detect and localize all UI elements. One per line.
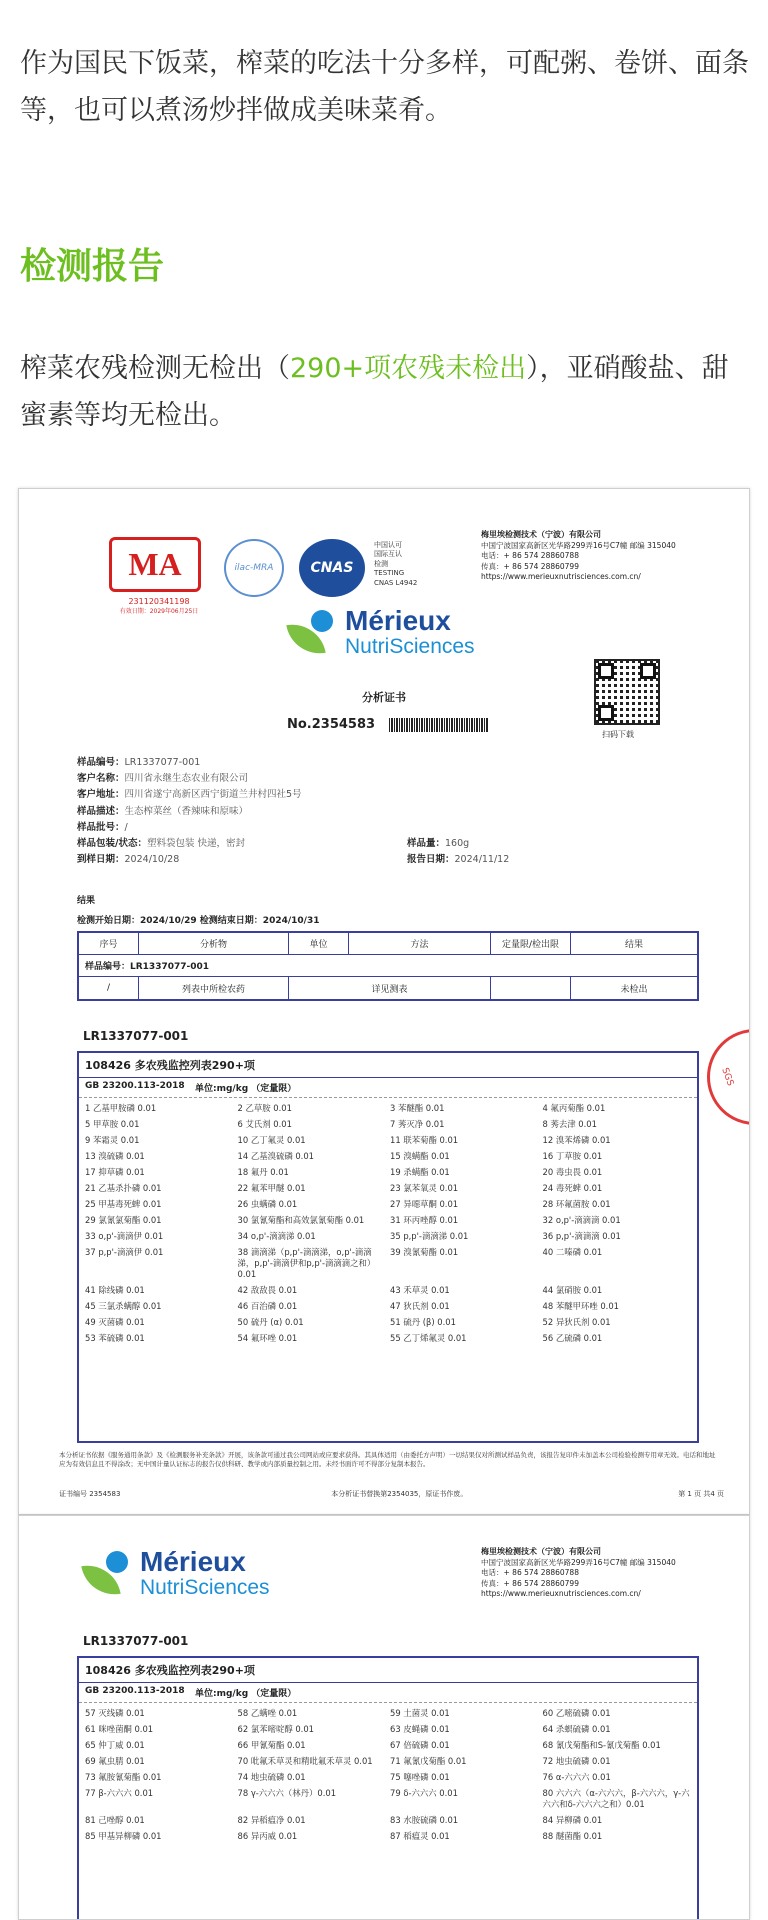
pesticide-item: 81 己唑醇 0.01 — [85, 1814, 145, 1825]
info-label: 样品描述： — [77, 805, 125, 817]
cma-valid-text: 有效日期：2029年06月25日 — [119, 608, 199, 615]
table-header: 方法 — [349, 933, 491, 954]
merieux-logo — [289, 607, 475, 658]
pesticide-item: 78 γ-六六六（林丹）0.01 — [237, 1787, 337, 1798]
info-right — [407, 836, 469, 852]
info-label: 客户名称： — [77, 773, 125, 785]
pesticide-item: 84 异柳磷 0.01 — [542, 1814, 603, 1825]
lab-name: 梅里埃检测技术（宁波）有限公司 — [481, 1547, 601, 1556]
pesticide-item: 55 乙丁烯氟灵 0.01 — [390, 1332, 467, 1343]
info-label: 样品编号： — [77, 757, 125, 768]
qr-label: 扫码下载 — [602, 730, 634, 739]
pesticide-item: 86 异丙威 0.01 — [237, 1830, 298, 1841]
cnas-line: TESTING — [374, 569, 405, 578]
table-cell: 详见测表 — [289, 977, 491, 999]
sample-info — [77, 755, 717, 868]
pesticide-item: 59 土菌灵 0.01 — [390, 1707, 450, 1718]
list-title: 108426 多农残监控列表290+项 — [79, 1658, 697, 1683]
pesticide-item: 76 α-六六六 0.01 — [542, 1771, 611, 1782]
pesticide-item: 40 二嗪磷 0.01 — [542, 1246, 603, 1257]
pesticide-item: 8 莠去津 0.01 — [542, 1118, 597, 1129]
pesticide-item: 50 硫丹 (α) 0.01 — [237, 1316, 304, 1327]
table-header-row — [79, 933, 697, 955]
info-value: / — [124, 821, 128, 833]
brand-name: Mérieux — [345, 605, 451, 636]
pesticide-item: 35 p,p'-滴滴涕 0.01 — [390, 1230, 469, 1241]
cnas-line: CNAS L4942 — [374, 578, 418, 587]
pesticide-item: 61 咪唑菌酮 0.01 — [85, 1723, 154, 1734]
lab-address-block — [481, 1546, 731, 1600]
pesticide-item: 47 狄氏剂 0.01 — [390, 1300, 450, 1311]
pesticide-item: 10 乙丁氟灵 0.01 — [237, 1134, 306, 1145]
pesticide-item: 39 溴氰菊酯 0.01 — [390, 1246, 459, 1257]
table-header: 分析物 — [139, 933, 289, 954]
pesticide-item: 48 苯醚甲环唑 0.01 — [542, 1300, 620, 1311]
lab-address: 中国宁波国家高新区光华路299弄16号C7幢 邮编 315040 — [481, 1557, 676, 1567]
result-paragraph — [20, 345, 750, 440]
pesticide-item: 27 异噁草酮 0.01 — [390, 1198, 459, 1209]
list-title: 108426 多农残监控列表290+项 — [79, 1053, 697, 1078]
section-title: 检测报告 — [20, 246, 165, 287]
lab-tel: 电话：+ 86 574 28860788 — [481, 551, 579, 560]
brand-sub: NutriSciences — [140, 1576, 270, 1599]
pesticide-item: 34 o,p'-滴滴涕 0.01 — [237, 1230, 316, 1241]
pesticide-item: 7 莠灭净 0.01 — [390, 1118, 445, 1129]
brand-name: Mérieux — [140, 1546, 246, 1577]
merieux-logo — [84, 1548, 270, 1599]
pesticide-item: 26 虫螨磷 0.01 — [237, 1198, 298, 1209]
lab-url: https://www.merieuxnutrisciences.com.cn/ — [481, 1589, 641, 1598]
unit: 单位:mg/kg （定量限） — [195, 1689, 297, 1699]
certificate-number: No.2354583 — [287, 717, 376, 732]
pesticide-item: 9 苯霜灵 0.01 — [85, 1134, 140, 1145]
result-heading: 结果 — [77, 896, 96, 906]
pesticide-item: 46 百治磷 0.01 — [237, 1300, 298, 1311]
info-row — [77, 820, 717, 836]
table-cell: 列表中所检农药 — [139, 977, 289, 999]
pesticide-item: 18 氟丹 0.01 — [237, 1166, 289, 1177]
lab-address: 中国宁波国家高新区光华路299弄16号C7幢 邮编 315040 — [481, 540, 676, 550]
pesticide-item: 3 苯醚酯 0.01 — [390, 1102, 445, 1113]
footer-page: 第 1 页 共4 页 — [678, 1490, 724, 1498]
intro-paragraph: 作为国民下饭菜，榨菜的吃法十分多样，可配粥、卷饼、面条等，也可以煮汤炒拌做成美味菜肴。 — [20, 48, 749, 127]
pesticide-item: 23 氯苯氧灵 0.01 — [390, 1182, 459, 1193]
pesticide-item: 54 氟环唑 0.01 — [237, 1332, 298, 1343]
pesticide-grid — [79, 1703, 697, 1846]
list-subheader — [79, 1078, 697, 1098]
accreditation-logos — [109, 529, 429, 615]
pesticide-item: 45 三氯杀螨醇 0.01 — [85, 1300, 162, 1311]
pesticide-item: 62 氯苯嘧啶醇 0.01 — [237, 1723, 315, 1734]
standard: GB 23200.113-2018 — [85, 1686, 185, 1696]
pesticide-item: 20 毒虫畏 0.01 — [542, 1166, 603, 1177]
pesticide-item: 2 乙草胺 0.01 — [237, 1102, 292, 1113]
certificate-title: 分析证书 — [362, 691, 406, 704]
pesticide-item: 25 甲基毒死蜱 0.01 — [85, 1198, 162, 1209]
info-row — [77, 771, 717, 787]
unit: 单位:mg/kg （定量限） — [195, 1084, 297, 1094]
lab-name: 梅里埃检测技术（宁波）有限公司 — [481, 530, 601, 539]
pesticide-item: 67 倍硫磷 0.01 — [390, 1739, 450, 1750]
report-page-2 — [18, 1515, 750, 1920]
test-dates: 检测开始日期：2024/10/29 检测结束日期：2024/10/31 — [77, 916, 320, 926]
footnote: 本分析证书依据《服务通用条款》及《检测服务补充条款》开展，该条款可通过我公司网站或应要求获得。其具体适用（由委托方声明）一切结果仅对所测试样品负责，该报告复印件未加盖本公司检验检测专用章无效。电话和地址应为有效信息且不得涂改；无中国计量认证标志的报告仅供科研、教学或内部质量控制之用。未经书面许可不得部分复制本报告。 — [59, 1451, 716, 1468]
pesticide-item: 41 除线磷 0.01 — [85, 1284, 145, 1295]
footer-note: 本分析证书替换第2354035，原证书作废。 — [331, 1490, 468, 1498]
standard: GB 23200.113-2018 — [85, 1081, 185, 1091]
info-label: 样品批号： — [77, 821, 125, 833]
pesticide-item: 80 六六六（α-六六六，β-六六六，γ-六六六和δ-六六六之和）0.01 — [542, 1787, 690, 1809]
table-cell: / — [79, 977, 139, 999]
stamp-text: SGS — [719, 1066, 736, 1088]
pesticide-item: 70 吡氟禾草灵和精吡氟禾草灵 0.01 — [237, 1755, 373, 1766]
info-value: 生态榨菜丝（香辣味和原味） — [124, 805, 249, 817]
pesticide-item: 52 异狄氏剂 0.01 — [542, 1316, 611, 1327]
pesticide-item: 4 氟丙菊酯 0.01 — [542, 1102, 606, 1113]
pesticide-item: 33 o,p'-滴滴伊 0.01 — [85, 1230, 164, 1241]
pesticide-item: 38 滴滴涕（p,p'-滴滴涕，o,p'-滴滴涕，p,p'-滴滴伊和p,p'-滴滴滴之和）0.01 — [237, 1246, 376, 1279]
table-header: 单位 — [289, 933, 349, 954]
pesticide-item: 51 硫丹 (β) 0.01 — [390, 1316, 456, 1327]
pesticide-item: 49 灭菌磷 0.01 — [85, 1316, 145, 1327]
cnas-line: 检测 — [374, 559, 388, 568]
lab-tel: 电话：+ 86 574 28860788 — [481, 1568, 579, 1577]
pesticide-item: 64 杀螟硫磷 0.01 — [542, 1723, 611, 1734]
info-row — [77, 836, 717, 852]
barcode-icon — [389, 718, 489, 732]
pesticide-item: 36 p,p'-滴滴滴 0.01 — [542, 1230, 621, 1241]
table-header: 序号 — [79, 933, 139, 954]
official-stamp — [707, 1029, 750, 1125]
pesticide-list-1 — [77, 1051, 699, 1443]
pesticide-item: 31 环丙唑醇 0.01 — [390, 1214, 459, 1225]
brand-sub: NutriSciences — [345, 635, 475, 658]
lab-fax: 传真：+ 86 574 28860799 — [481, 1578, 579, 1588]
pesticide-item: 42 敌敌畏 0.01 — [237, 1284, 298, 1295]
pesticide-item: 57 灭线磷 0.01 — [85, 1707, 145, 1718]
table-row — [79, 955, 697, 977]
pesticide-list-2 — [77, 1656, 699, 1920]
info-value: 四川省遂宁高新区西宁街道兰井村四社5号 — [124, 789, 302, 801]
lab-url: https://www.merieuxnutrisciences.com.cn/ — [481, 572, 641, 581]
table-sample-id: 样品编号：LR1337077-001 — [85, 962, 210, 972]
cnas-line: 国际互认 — [374, 550, 402, 559]
lab-fax: 传真：+ 86 574 28860799 — [481, 561, 579, 571]
pesticide-item: 53 苯硫磷 0.01 — [85, 1332, 145, 1343]
table-header: 定量限/检出限 — [491, 933, 571, 954]
pesticide-item: 71 氟氰戊菊酯 0.01 — [390, 1755, 467, 1766]
list-sample-id: LR1337077-001 — [83, 1634, 189, 1648]
lab-address-block — [481, 529, 731, 583]
table-cell — [491, 977, 571, 999]
result-highlight: 290+项农残未检出 — [290, 353, 527, 384]
table-cell: 未检出 — [620, 984, 648, 995]
pesticide-item: 43 禾草灵 0.01 — [390, 1284, 450, 1295]
report-page-1 — [18, 488, 750, 1515]
pesticide-item: 44 氯硝胺 0.01 — [542, 1284, 603, 1295]
pesticide-item: 82 异稻瘟净 0.01 — [237, 1814, 306, 1825]
merieux-leaf-icon — [289, 608, 339, 658]
pesticide-item: 19 杀螨酯 0.01 — [390, 1166, 450, 1177]
pesticide-item: 17 抑草磷 0.01 — [85, 1166, 145, 1177]
pesticide-item: 73 氟胺氰菊酯 0.01 — [85, 1771, 162, 1782]
pesticide-item: 60 乙嘧硫磷 0.01 — [542, 1707, 611, 1718]
pesticide-item: 83 水胺硫磷 0.01 — [390, 1814, 459, 1825]
info-value: LR1337077-001 — [124, 757, 201, 768]
pesticide-item: 24 毒死蜱 0.01 — [542, 1182, 603, 1193]
cnas-logo: CNAS — [299, 539, 365, 597]
cnas-caption — [374, 541, 417, 588]
info-label: 报告日期： — [407, 854, 455, 866]
info-value: 四川省永继生态农业有限公司 — [124, 773, 249, 785]
pesticide-item: 11 联苯菊酯 0.01 — [390, 1134, 459, 1145]
info-value: 2024/10/28 — [124, 854, 180, 866]
pesticide-item: 21 乙基杀扑磷 0.01 — [85, 1182, 162, 1193]
pesticide-item: 65 仲丁威 0.01 — [85, 1739, 145, 1750]
info-label: 样品包装/状态： — [77, 838, 147, 850]
result-text-before: 榨菜农残检测无检出（ — [20, 353, 290, 384]
pesticide-item: 72 地虫硫磷 0.01 — [542, 1755, 611, 1766]
pesticide-item: 88 醚菌酯 0.01 — [542, 1830, 603, 1841]
pesticide-item: 58 乙螨唑 0.01 — [237, 1707, 298, 1718]
pesticide-item: 32 o,p'-滴滴滴 0.01 — [542, 1214, 621, 1225]
pesticide-item: 75 噻唑磷 0.01 — [390, 1771, 450, 1782]
pesticide-item: 16 丁草胺 0.01 — [542, 1150, 603, 1161]
pesticide-item: 68 氰戊菊酯和S-氰戊菊酯 0.01 — [542, 1739, 661, 1750]
pesticide-item: 79 δ-六六六 0.01 — [390, 1787, 458, 1798]
pesticide-item: 13 溴硫磷 0.01 — [85, 1150, 145, 1161]
page-footer — [59, 1489, 724, 1499]
pesticide-item: 14 乙基溴硫磷 0.01 — [237, 1150, 315, 1161]
info-value: 2024/11/12 — [454, 854, 510, 866]
info-label: 样品量： — [407, 838, 446, 850]
pesticide-item: 69 氟虫腈 0.01 — [85, 1755, 145, 1766]
info-row — [77, 804, 717, 820]
info-right — [407, 852, 509, 868]
cma-number — [109, 597, 209, 615]
cma-logo: MA — [109, 537, 201, 592]
table-row — [79, 977, 697, 999]
footer-cert-no: 证书编号 2354583 — [59, 1490, 121, 1498]
cma-number-text: 231120341198 — [128, 597, 190, 606]
pesticide-item: 6 艾氏剂 0.01 — [237, 1118, 292, 1129]
pesticide-item: 12 溴苯烯磷 0.01 — [542, 1134, 611, 1145]
info-label: 到样日期： — [77, 854, 125, 866]
info-label: 客户地址： — [77, 789, 125, 801]
ilac-mra-logo: ilac-MRA — [224, 539, 284, 597]
info-row — [77, 755, 717, 771]
list-sample-id: LR1337077-001 — [83, 1029, 189, 1043]
pesticide-item: 74 地虫硫磷 0.01 — [237, 1771, 306, 1782]
pesticide-item: 30 氯氰菊酯和高效氯氰菊酯 0.01 — [237, 1214, 365, 1225]
info-row — [77, 787, 717, 803]
merieux-leaf-icon — [84, 1549, 134, 1599]
pesticide-item: 28 环氟菌胺 0.01 — [542, 1198, 611, 1209]
info-value: 塑料袋包装 快递，密封 — [146, 838, 246, 850]
pesticide-item: 29 氯氰氯菊酯 0.01 — [85, 1214, 162, 1225]
table-header: 结果 — [624, 940, 643, 950]
pesticide-item: 15 溴螨酯 0.01 — [390, 1150, 450, 1161]
result-text-after: ），亚硝酸盐、甜蜜素等均无检出。 — [20, 353, 729, 432]
pesticide-item: 56 乙硫磷 0.01 — [542, 1332, 603, 1343]
pesticide-item: 22 氟苯甲醚 0.01 — [237, 1182, 306, 1193]
pesticide-grid — [79, 1098, 697, 1348]
pesticide-item: 63 皮蝇磷 0.01 — [390, 1723, 450, 1734]
list-subheader — [79, 1683, 697, 1703]
info-value: 160g — [445, 838, 470, 850]
pesticide-item: 87 稻瘟灵 0.01 — [390, 1830, 450, 1841]
pesticide-item: 77 β-六六六 0.01 — [85, 1787, 154, 1798]
pesticide-item: 85 甲基异柳磷 0.01 — [85, 1830, 162, 1841]
summary-table — [77, 931, 699, 1001]
pesticide-item: 37 p,p'-滴滴伊 0.01 — [85, 1246, 164, 1257]
pesticide-item: 66 甲氰菊酯 0.01 — [237, 1739, 306, 1750]
cnas-line: 中国认可 — [374, 541, 402, 549]
pesticide-item: 1 乙基甲胺磷 0.01 — [85, 1102, 157, 1113]
pesticide-item: 5 甲草胺 0.01 — [85, 1118, 140, 1129]
info-row — [77, 852, 717, 868]
